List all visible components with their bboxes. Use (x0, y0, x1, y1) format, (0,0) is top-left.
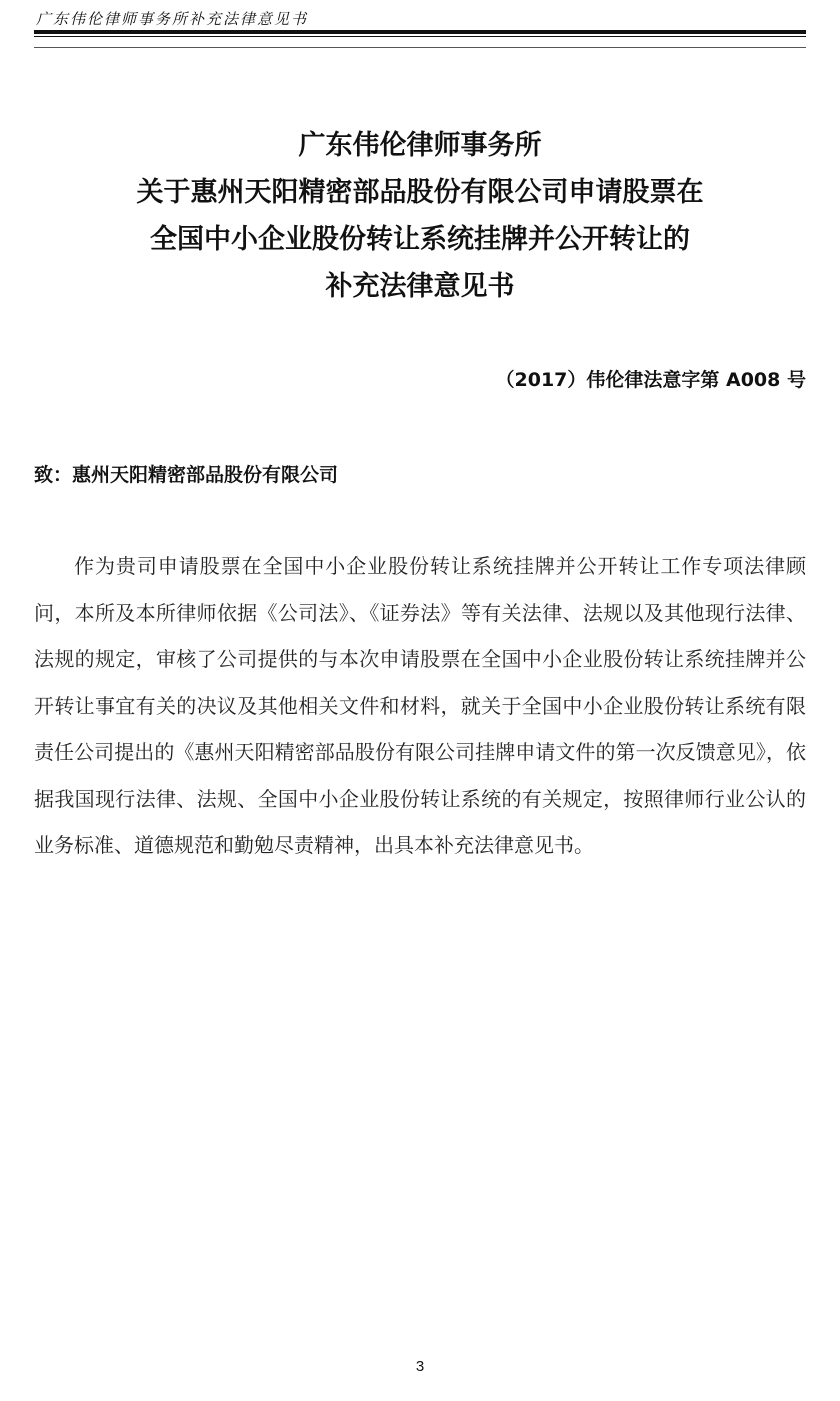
title-line-1: 广东伟伦律师事务所 (298, 130, 542, 161)
header-rule-lower (34, 47, 806, 48)
title-line-4: 补充法律意见书 (325, 271, 515, 302)
header-rule-thick (34, 30, 806, 34)
running-header-title: 广东伟伦律师事务所补充法律意见书 (36, 10, 309, 28)
title-line-2: 关于惠州天阳精密部品股份有限公司申请股票在 (136, 177, 704, 208)
page-header (34, 6, 806, 30)
document-number: （2017）伟伦律法意字第 A008 号 (495, 369, 806, 391)
header-rule-thin (34, 36, 806, 37)
title-line-3: 全国中小企业股份转让系统挂牌并公开转让的 (150, 224, 690, 255)
addressee: 致：惠州天阳精密部品股份有限公司 (34, 464, 339, 486)
body-paragraph: 作为贵司申请股票在全国中小企业股份转让系统挂牌并公开转让工作专项法律顾问，本所及本所律师依据《公司法》、《证券法》等有关法律、法规以及其他现行法律、法规的规定，审核了公司提供的与本次申请股票在全国中小企业股份转让系统挂牌并公开转让事宜有关的决议及其他相关文件和材料，就关于全国中小企业股份转让系统有限责任公司提出的《惠州天阳精密部品股份有限公司挂牌申请文件的第一次反馈意见》，依据我国现行法律、法规、全国中小企业股份转让系统的有关规定，按照律师行业公认的业务标准、道德规范和勤勉尽责精神，出具本补充法律意见书。 (34, 554, 806, 857)
page-number: 3 (415, 1358, 425, 1375)
document-title (34, 122, 806, 310)
